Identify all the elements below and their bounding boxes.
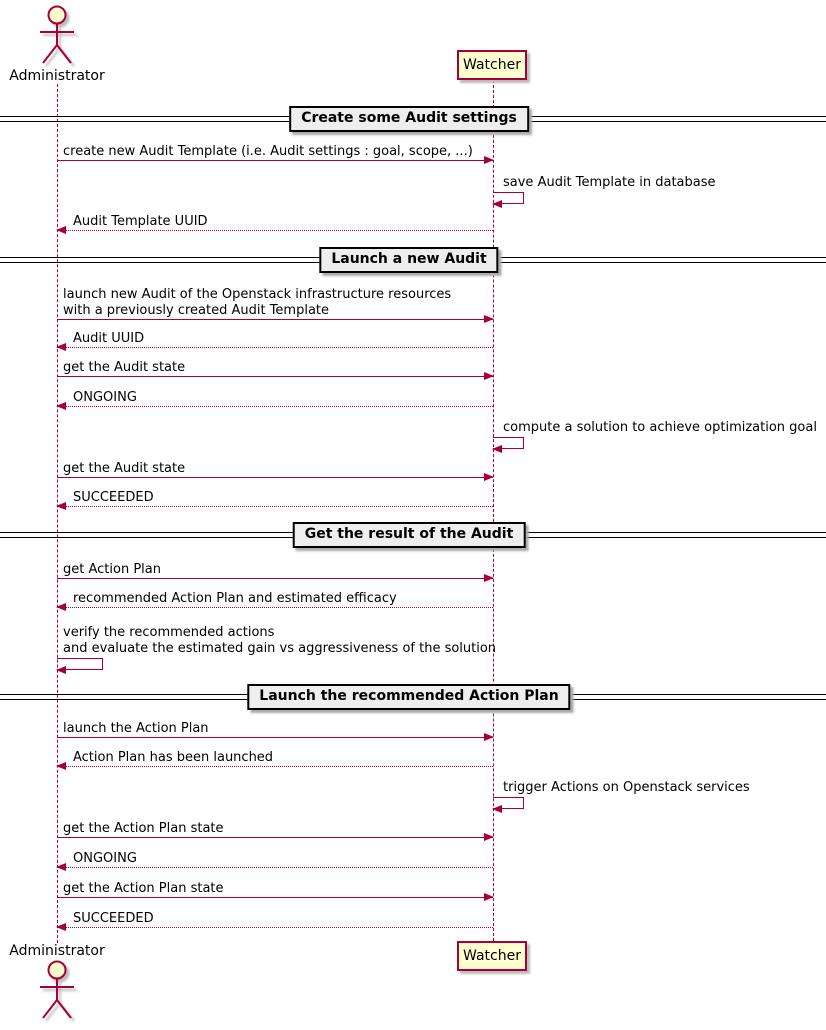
arrowhead-left-icon xyxy=(56,923,66,931)
message-label: get the Audit state xyxy=(63,360,186,375)
return-message xyxy=(57,490,493,507)
message-label: trigger Actions on Openstack services xyxy=(503,780,750,795)
message-label: launch new Audit of the Openstack infrastructure resources xyxy=(63,287,452,302)
arrow-line xyxy=(57,766,493,767)
message-label: save Audit Template in database xyxy=(503,175,716,190)
arrowhead-left-icon xyxy=(56,226,66,234)
self-loop xyxy=(57,658,103,670)
arrowhead-right-icon xyxy=(484,315,494,323)
message xyxy=(57,721,493,738)
watcher-participant-bottom: Watcher xyxy=(457,941,527,971)
self-loop xyxy=(493,192,524,204)
message-label: with a previously created Audit Template xyxy=(63,303,330,318)
message-label: SUCCEEDED xyxy=(73,490,154,505)
message-label: Action Plan has been launched xyxy=(73,750,274,765)
arrow-line xyxy=(57,230,493,231)
message-label: compute a solution to achieve optimization goal xyxy=(503,420,817,435)
message xyxy=(57,821,493,838)
section-title: Get the result of the Audit xyxy=(293,522,526,548)
message xyxy=(57,360,493,377)
section-divider xyxy=(0,106,826,132)
self-message xyxy=(493,420,826,449)
actor-icon xyxy=(39,960,75,1020)
section-title: Create some Audit settings xyxy=(289,106,529,132)
self-message xyxy=(493,780,826,809)
arrowhead-right-icon xyxy=(484,372,494,380)
section-divider xyxy=(0,684,826,710)
arrow-line xyxy=(57,477,493,478)
arrowhead-right-icon xyxy=(484,156,494,164)
arrow-line xyxy=(57,160,493,161)
arrow-line xyxy=(57,607,493,608)
message-label: create new Audit Template (i.e. Audit settings : goal, scope, ...) xyxy=(63,144,473,159)
arrow-line xyxy=(57,837,493,838)
self-loop xyxy=(493,797,524,809)
section-divider xyxy=(0,522,826,548)
actor-icon xyxy=(39,5,75,65)
arrowhead-left-icon xyxy=(492,805,502,813)
message xyxy=(57,881,493,898)
message xyxy=(57,562,493,579)
arrowhead-left-icon xyxy=(56,666,66,674)
message-label: recommended Action Plan and estimated efficacy xyxy=(73,591,397,606)
message-label: get the Action Plan state xyxy=(63,821,224,836)
arrow-line xyxy=(57,319,493,320)
return-message xyxy=(57,911,493,928)
arrowhead-left-icon xyxy=(56,402,66,410)
arrowhead-left-icon xyxy=(56,502,66,510)
arrow-line xyxy=(57,406,493,407)
arrowhead-left-icon xyxy=(56,863,66,871)
message-label: ONGOING xyxy=(73,390,137,405)
self-message xyxy=(57,625,597,670)
message-label: SUCCEEDED xyxy=(73,911,154,926)
section-divider xyxy=(0,247,826,273)
arrowhead-left-icon xyxy=(56,603,66,611)
administrator-lifeline xyxy=(57,84,58,943)
message-label: launch the Action Plan xyxy=(63,721,209,736)
arrowhead-right-icon xyxy=(484,574,494,582)
section-title: Launch the recommended Action Plan xyxy=(247,684,570,710)
return-message xyxy=(57,214,493,231)
return-message xyxy=(57,331,493,348)
administrator-label-bottom: Administrator xyxy=(9,943,105,959)
arrowhead-right-icon xyxy=(484,893,494,901)
arrowhead-left-icon xyxy=(56,343,66,351)
self-message xyxy=(493,175,826,204)
arrow-line xyxy=(57,927,493,928)
section-title: Launch a new Audit xyxy=(319,247,498,273)
message-label: Audit UUID xyxy=(73,331,145,346)
message-label: Audit Template UUID xyxy=(73,214,208,229)
message xyxy=(57,144,493,161)
return-message xyxy=(57,851,493,868)
arrowhead-left-icon xyxy=(492,445,502,453)
message-label: verify the recommended actions xyxy=(63,625,275,640)
arrowhead-right-icon xyxy=(484,473,494,481)
message-label: and evaluate the estimated gain vs aggressiveness of the solution xyxy=(63,641,497,656)
watcher-participant-top: Watcher xyxy=(457,50,527,80)
message-label: get the Action Plan state xyxy=(63,881,224,896)
arrow-line xyxy=(57,506,493,507)
return-message xyxy=(57,591,493,608)
arrow-line xyxy=(57,867,493,868)
arrowhead-right-icon xyxy=(484,833,494,841)
message xyxy=(57,287,493,320)
return-message xyxy=(57,390,493,407)
message-label: ONGOING xyxy=(73,851,137,866)
arrow-line xyxy=(57,347,493,348)
arrow-line xyxy=(57,578,493,579)
arrowhead-left-icon xyxy=(492,200,502,208)
arrow-line xyxy=(57,376,493,377)
administrator-label-top: Administrator xyxy=(9,68,105,84)
arrowhead-right-icon xyxy=(484,733,494,741)
message xyxy=(57,461,493,478)
return-message xyxy=(57,750,493,767)
self-loop xyxy=(493,437,524,449)
message-label: get the Audit state xyxy=(63,461,186,476)
message-label: get Action Plan xyxy=(63,562,161,577)
arrowhead-left-icon xyxy=(56,762,66,770)
arrow-line xyxy=(57,897,493,898)
arrow-line xyxy=(57,737,493,738)
